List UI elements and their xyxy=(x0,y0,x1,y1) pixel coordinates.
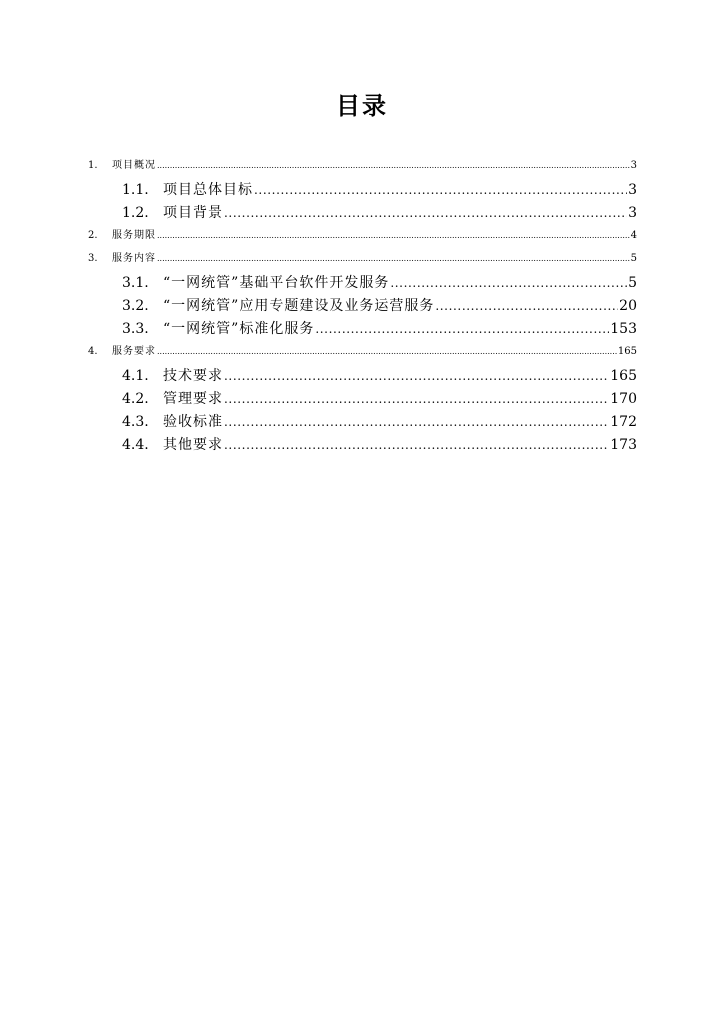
toc-entry-number: 4.2. xyxy=(122,391,149,407)
toc-entry-title: 项目总体目标 xyxy=(163,182,253,198)
toc-entry-3-1[interactable] xyxy=(122,273,637,293)
toc-entry-number: 1. xyxy=(88,160,98,171)
toc-entry-number: 3. xyxy=(88,253,98,264)
toc-entry-page: 173 xyxy=(610,437,637,453)
toc-entry-number: 2. xyxy=(88,230,98,241)
toc-entry-title: 管理要求 xyxy=(163,391,223,407)
toc-entry-title: 其他要求 xyxy=(163,437,223,453)
toc-entry-page: 4 xyxy=(630,230,637,241)
toc-leader-dots xyxy=(315,319,609,339)
toc-entry-number: 3.3. xyxy=(122,321,149,337)
toc-entry-number: 4.1. xyxy=(122,368,149,384)
toc-leader-dots xyxy=(157,229,630,243)
toc-entry-page: 3 xyxy=(628,205,637,221)
toc-entry-page: 165 xyxy=(610,368,637,384)
toc-leader-dots xyxy=(224,366,609,386)
toc-entry-3-2[interactable] xyxy=(122,296,637,316)
toc-entry-4-4[interactable] xyxy=(122,435,637,455)
toc-entry-number: 1.1. xyxy=(122,182,149,198)
toc-leader-dots xyxy=(224,435,609,455)
toc-entry-1-2[interactable] xyxy=(122,203,637,223)
toc-leader-dots xyxy=(224,412,609,432)
toc-entry-page: 153 xyxy=(610,321,637,337)
toc-entry-title: “一网统管”标准化服务 xyxy=(163,321,315,337)
toc-entry-number: 1.2. xyxy=(122,205,149,221)
toc-entry-page: 170 xyxy=(610,391,637,407)
toc-entry-1[interactable] xyxy=(88,159,637,173)
toc-entry-page: 20 xyxy=(619,298,637,314)
toc-entry-2[interactable] xyxy=(88,229,637,243)
toc-entry-page: 172 xyxy=(610,414,637,430)
toc-leader-dots xyxy=(224,389,609,409)
toc-entry-title: 服务内容 xyxy=(112,253,156,264)
toc-entry-4-3[interactable] xyxy=(122,412,637,432)
toc-entry-page: 3 xyxy=(628,182,637,198)
toc-entry-3-3[interactable] xyxy=(122,319,637,339)
toc-leader-dots xyxy=(157,252,630,266)
toc-entry-title: 技术要求 xyxy=(163,368,223,384)
toc-entry-title: 验收标准 xyxy=(163,414,223,430)
toc-entry-number: 4. xyxy=(88,346,98,357)
toc-entry-title: 项目背景 xyxy=(163,205,223,221)
toc-entry-title: 服务要求 xyxy=(112,346,156,357)
toc-entry-title: “一网统管”应用专题建设及业务运营服务 xyxy=(163,298,435,314)
toc-entry-4-1[interactable] xyxy=(122,366,637,386)
toc-entry-number: 4.4. xyxy=(122,437,149,453)
toc-entry-number: 4.3. xyxy=(122,414,149,430)
toc-entry-number: 3.2. xyxy=(122,298,149,314)
toc-entry-page: 3 xyxy=(630,160,637,171)
toc-entry-title: “一网统管”基础平台软件开发服务 xyxy=(163,275,390,291)
toc-entry-title: 服务期限 xyxy=(112,230,156,241)
toc-entry-page: 5 xyxy=(628,275,637,291)
toc-entry-3[interactable] xyxy=(88,252,637,266)
toc-leader-dots xyxy=(435,296,618,316)
toc-entry-4[interactable] xyxy=(88,345,637,359)
toc-leader-dots xyxy=(224,203,627,223)
toc-leader-dots xyxy=(157,345,617,359)
toc-leader-dots xyxy=(254,180,627,200)
toc-leader-dots xyxy=(157,159,630,173)
toc-title: 目录 xyxy=(336,92,388,120)
toc-entry-page: 5 xyxy=(630,253,637,264)
toc-entry-4-2[interactable] xyxy=(122,389,637,409)
toc-entry-1-1[interactable] xyxy=(122,180,637,200)
toc-entry-title: 项目概况 xyxy=(112,160,156,171)
toc-leader-dots xyxy=(390,273,627,293)
toc-entry-page: 165 xyxy=(617,346,637,357)
toc-entry-number: 3.1. xyxy=(122,275,149,291)
